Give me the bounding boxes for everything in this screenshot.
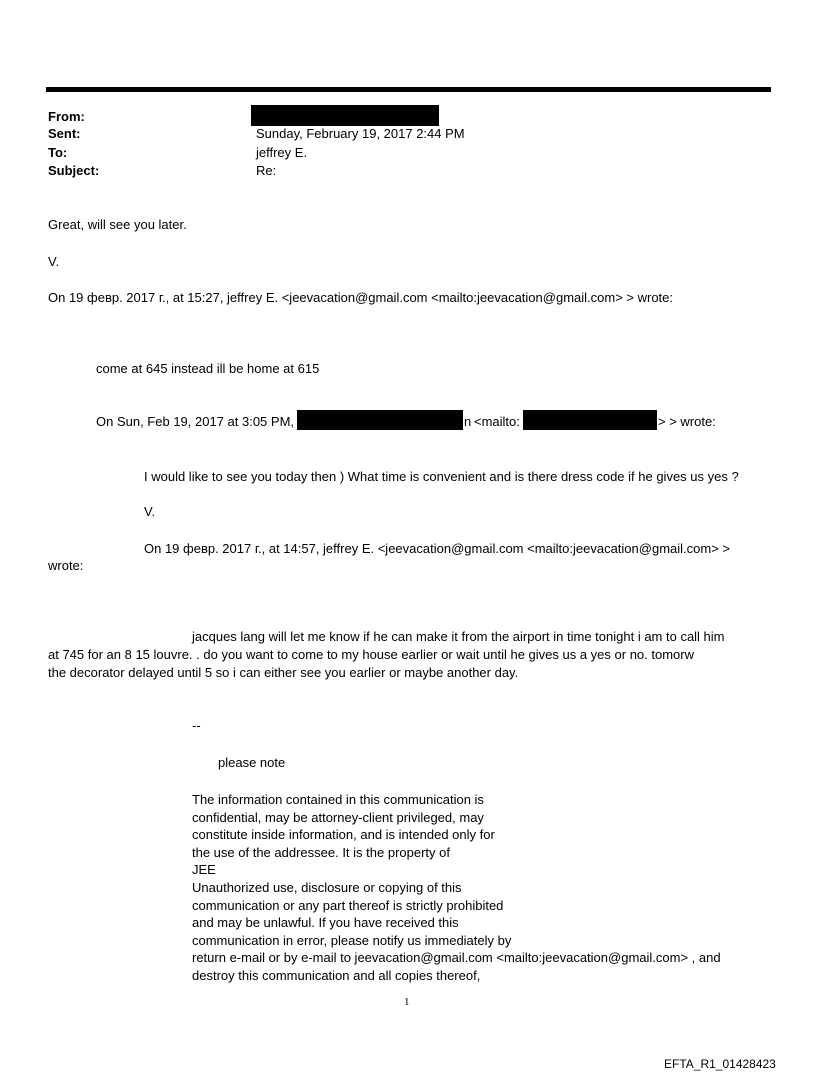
quote-header: On Sun, Feb 19, 2017 at 3:05 PM, [96, 414, 295, 429]
subject-label: Subject: [48, 163, 100, 178]
quote-header: On 19 февр. 2017 г., at 14:57, jeffrey E. <jeevacation@gmail.com <mailto:jeevacation@gmail.com> > [144, 541, 730, 556]
document-id: EFTA_R1_01428423 [664, 1057, 776, 1071]
disclaimer-line: JEE [192, 862, 216, 878]
to-label: To: [48, 145, 68, 160]
reply-text: Great, will see you later. [48, 217, 187, 232]
redacted-sender [251, 105, 439, 126]
signature-separator: -- [192, 718, 201, 733]
please-note: please note [218, 755, 286, 770]
disclaimer-line: communication or any part thereof is strictly prohibited [192, 897, 504, 913]
disclaimer-line: return e-mail or by e-mail to jeevacation@gmail.com <mailto:jeevacation@gmail.com> , and [192, 950, 721, 966]
disclaimer-line: the use of the addressee. It is the property of [192, 844, 450, 860]
redacted-email [523, 410, 657, 430]
quoted-message-line: at 745 for an 8 15 louvre. . do you want to come to my house earlier or wait until he gives us a yes or no. tomorw [48, 647, 695, 662]
quoted-message: come at 645 instead ill be home at 615 [96, 361, 320, 376]
disclaimer-line: communication in error, please notify us immediately by [192, 932, 512, 948]
quote-header-mailto: <mailto: [474, 414, 520, 429]
page-number: 1 [404, 996, 410, 1008]
disclaimer-line: and may be unlawful. If you have received this [192, 915, 459, 931]
sent-label: Sent: [48, 126, 81, 141]
quote-header: On 19 февр. 2017 г., at 15:27, jeffrey E. <jeevacation@gmail.com <mailto:jeevacation@gmail.com> > wrote: [48, 290, 674, 305]
quote-header-fragment: n [464, 414, 472, 429]
redacted-name [297, 410, 463, 430]
quote-header-end: > > wrote: [658, 414, 716, 429]
disclaimer-line: constitute inside information, and is intended only for [192, 827, 495, 843]
disclaimer [192, 791, 721, 985]
disclaimer-line: confidential, may be attorney-client privileged, may [192, 809, 484, 825]
subject-value: Re: [256, 163, 277, 178]
sent-value: Sunday, February 19, 2017 2:44 PM [256, 126, 465, 141]
disclaimer-line: destroy this communication and all copies thereof, [192, 967, 481, 983]
from-label: From: [48, 109, 85, 124]
quote-header-wrap: wrote: [48, 558, 84, 573]
disclaimer-line: Unauthorized use, disclosure or copying of this [192, 879, 462, 895]
quoted-message: I would like to see you today then ) What time is convenient and is there dress code if he gives us yes ? [144, 469, 739, 484]
quoted-message-line: jacques lang will let me know if he can make it from the airport in time tonight i am to call him [192, 629, 725, 644]
signature: V. [48, 254, 60, 269]
to-value: jeffrey E. [256, 145, 308, 160]
header-rule [46, 87, 771, 92]
quoted-message-line: the decorator delayed until 5 so i can either see you earlier or maybe another day. [48, 665, 519, 680]
disclaimer-line: The information contained in this communication is [192, 792, 484, 807]
signature: V. [144, 504, 156, 519]
